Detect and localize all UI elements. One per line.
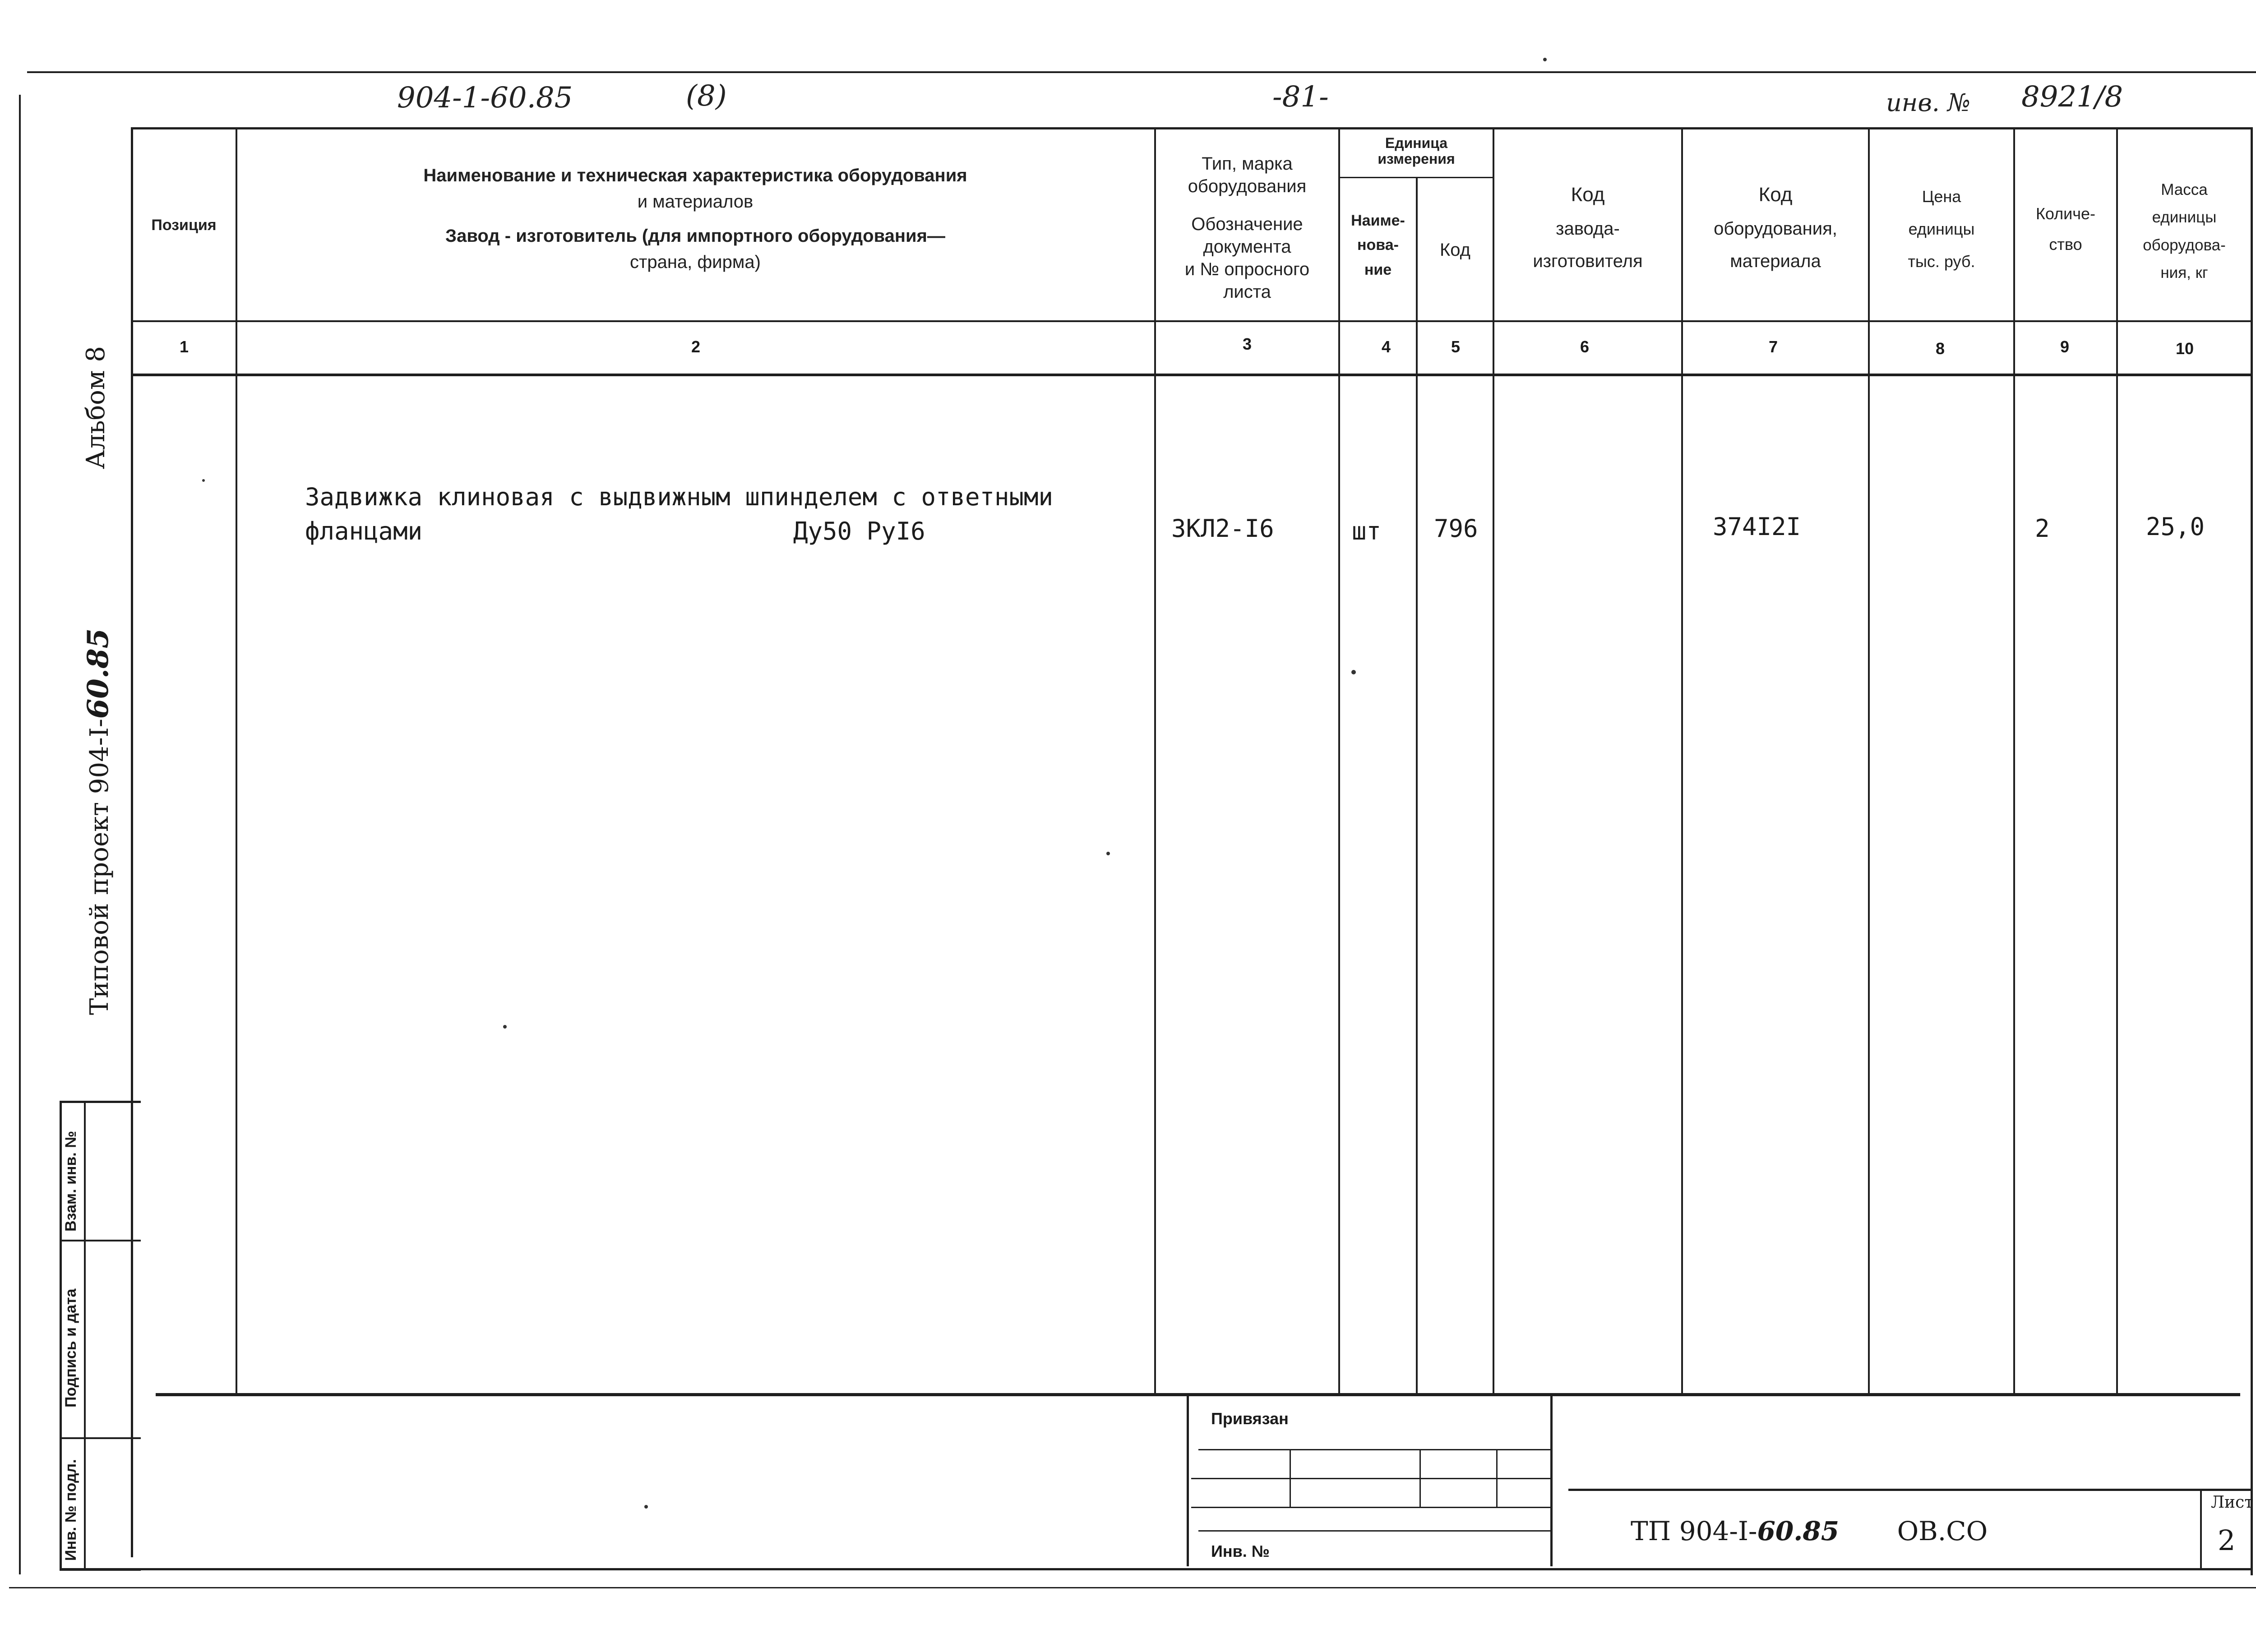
- header-type: [1156, 152, 1338, 303]
- header-unit-code-text: Код: [1439, 240, 1470, 260]
- row-equipment-code: 374I2I: [1713, 512, 1801, 541]
- stamp-divider-1: [60, 1240, 141, 1241]
- col-number-9: 9: [2060, 337, 2070, 356]
- doc-prefix: ТП 904-I-: [1631, 1516, 1757, 1546]
- stamp-divider-2: [60, 1437, 141, 1439]
- bottom-outer-line: [9, 1587, 2256, 1588]
- left-frame-line: [131, 127, 133, 1557]
- col-number-8: 8: [1935, 339, 1945, 358]
- bound-col-2: [1419, 1449, 1421, 1508]
- outer-left-edge: [19, 95, 21, 1574]
- header-type-line3: Обозначение: [1191, 214, 1303, 234]
- header-name-line1: Наименование и техническая характеристика оборудования: [423, 166, 967, 185]
- doc-code: ОВ.СО: [1897, 1516, 1988, 1546]
- header-type-line2: оборудования: [1188, 176, 1307, 196]
- album-mark-handwritten: (8): [686, 79, 727, 113]
- row-unit-code: 796: [1434, 514, 1478, 543]
- inv-label: инв. №: [1886, 88, 1971, 117]
- header-mass-line1: Масса: [2161, 181, 2208, 198]
- header-mass-line4: ния, кг: [2160, 263, 2208, 281]
- stamp-left-line: [60, 1101, 62, 1570]
- row-name-spec: Ду50 РуI6: [793, 517, 925, 545]
- header-unit-name-line1: Наиме-: [1351, 212, 1405, 229]
- stamp-top-line: [60, 1101, 141, 1103]
- header-price: [1870, 180, 2013, 278]
- header-equipment-code-line1: Код: [1758, 184, 1793, 206]
- header-bottom-line: [131, 320, 2251, 322]
- col-number-2: 2: [691, 337, 701, 356]
- scan-dot: [1351, 670, 1356, 674]
- unit-group-line: [1338, 177, 1493, 178]
- header-quantity-line2: ство: [2049, 235, 2082, 254]
- header-unit-line2: измерения: [1378, 151, 1455, 167]
- side-album-label: [81, 346, 111, 469]
- header-mass-line3: оборудова-: [2143, 236, 2226, 254]
- header-factory-code-line3: изготовителя: [1533, 251, 1643, 272]
- bound-col-1: [1290, 1449, 1291, 1508]
- sheet-label: Лист: [2211, 1493, 2254, 1512]
- row-name-line2: фланцами: [305, 517, 423, 545]
- header-name-line4: страна, фирма): [630, 252, 761, 272]
- row-unit-name: шт: [1352, 517, 1382, 545]
- header-type-line6: листа: [1223, 282, 1271, 302]
- side-album-text: Альбом 8: [81, 346, 111, 469]
- header-position-text: Позиция: [151, 217, 217, 234]
- title-block-line: [1568, 1489, 2251, 1491]
- header-mass-line2: единицы: [2152, 208, 2217, 226]
- header-factory-code-line1: Код: [1571, 184, 1605, 206]
- side-project-label: [81, 628, 115, 1015]
- bound-label: Привязан: [1211, 1409, 1289, 1428]
- footer-inv-label: Инв. №: [1211, 1542, 1270, 1560]
- numbers-bottom-line: [131, 374, 2251, 376]
- header-name-line2: и материалов: [637, 192, 754, 212]
- col-number-1: 1: [179, 337, 189, 356]
- header-type-line1: Тип, марка: [1202, 154, 1293, 174]
- header-quantity-line1: Количе-: [2035, 204, 2096, 223]
- col-divider-6: [1681, 127, 1683, 1395]
- header-equipment-code-line3: материала: [1730, 251, 1821, 272]
- stamp-signature-date-text: Подпись и дата: [62, 1288, 79, 1407]
- scan-dot: [503, 1025, 507, 1029]
- col-divider-9: [2116, 127, 2118, 1395]
- bound-box-left: [1187, 1395, 1189, 1566]
- header-position: [133, 214, 235, 236]
- row-mass: 25,0: [2146, 512, 2205, 541]
- scan-dot: [1543, 58, 1547, 61]
- header-type-line4: документа: [1203, 237, 1291, 257]
- inv-number: 8921/8: [2021, 80, 2123, 114]
- header-price-line1: Цена: [1922, 187, 1961, 206]
- table-bottom-line: [156, 1393, 2240, 1396]
- top-border-line: [27, 71, 2256, 73]
- col-number-6: 6: [1580, 337, 1590, 356]
- col-number-7: 7: [1768, 337, 1778, 356]
- header-name-line3: Завод - изготовитель (для импортного оборудования—: [445, 226, 945, 246]
- header-unit-group: [1340, 135, 1493, 167]
- stamp-original-inv-text: Инв. № подл.: [62, 1459, 79, 1561]
- col-number-4: 4: [1381, 337, 1391, 356]
- header-unit-name-line2: нова-: [1357, 236, 1399, 254]
- side-project-prefix: Типовой проект 904-I-: [85, 719, 114, 1015]
- header-unit-code: [1418, 237, 1493, 263]
- header-price-line2: единицы: [1908, 220, 1975, 238]
- stamp-inner-line: [84, 1101, 86, 1570]
- stamp-original-inv: [62, 1459, 80, 1561]
- bound-col-3: [1496, 1449, 1498, 1508]
- stamp-replace-inv: [62, 1131, 80, 1232]
- row-quantity: 2: [2035, 514, 2050, 543]
- col-number-5: 5: [1451, 337, 1461, 356]
- header-type-line5: и № опросного: [1184, 259, 1310, 279]
- col-divider-7: [1868, 127, 1870, 1395]
- bottom-frame-line: [60, 1568, 2251, 1570]
- row-name-line1: Задвижка клиновая с выдвижным шпинделем с ответными: [305, 483, 1054, 511]
- header-equipment-code: [1683, 177, 1868, 277]
- col-divider-2: [1154, 127, 1156, 1395]
- col-divider-1: [236, 127, 237, 1395]
- doc-suffix: 60.85: [1757, 1516, 1840, 1546]
- stamp-signature-date: [62, 1289, 80, 1407]
- page-number: -81-: [1272, 80, 1329, 114]
- header-equipment-code-line2: оборудования,: [1714, 219, 1837, 239]
- header-quantity: [2015, 198, 2116, 260]
- header-factory-code-line2: завода-: [1556, 219, 1620, 239]
- right-frame-line: [2251, 127, 2253, 1575]
- header-unit-name-line3: ние: [1364, 261, 1392, 278]
- col-number-10: 10: [2175, 339, 2194, 358]
- col-divider-5: [1493, 127, 1494, 1395]
- header-mass: [2118, 176, 2251, 286]
- side-project-suffix: 60.85: [81, 628, 115, 719]
- table-top-border: [131, 127, 2251, 129]
- col-divider-4: [1416, 177, 1418, 1395]
- header-factory-code: [1494, 177, 1681, 277]
- header-unit-line1: Единица: [1385, 135, 1448, 151]
- col-divider-8: [2013, 127, 2015, 1395]
- bound-row-4: [1198, 1530, 1550, 1532]
- doc-designation: [1631, 1516, 1988, 1546]
- header-name: [237, 162, 1153, 275]
- col-number-3: 3: [1242, 335, 1252, 353]
- row-type: 3КЛ2-I6: [1171, 514, 1274, 543]
- sheet-number: 2: [2218, 1524, 2236, 1557]
- sheet-box-left: [2200, 1489, 2202, 1570]
- stamp-replace-inv-text: Взам. инв. №: [62, 1131, 79, 1232]
- col-divider-3: [1338, 127, 1340, 1395]
- scan-dot: [202, 479, 205, 482]
- bound-box-right: [1550, 1395, 1553, 1566]
- bound-row-1: [1198, 1449, 1550, 1450]
- header-unit-name: [1340, 208, 1416, 282]
- project-code-handwritten: 904-1-60.85: [397, 81, 573, 115]
- scan-dot: [644, 1505, 648, 1509]
- scan-dot: [1106, 852, 1110, 855]
- header-price-line3: тыс. руб.: [1908, 252, 1975, 271]
